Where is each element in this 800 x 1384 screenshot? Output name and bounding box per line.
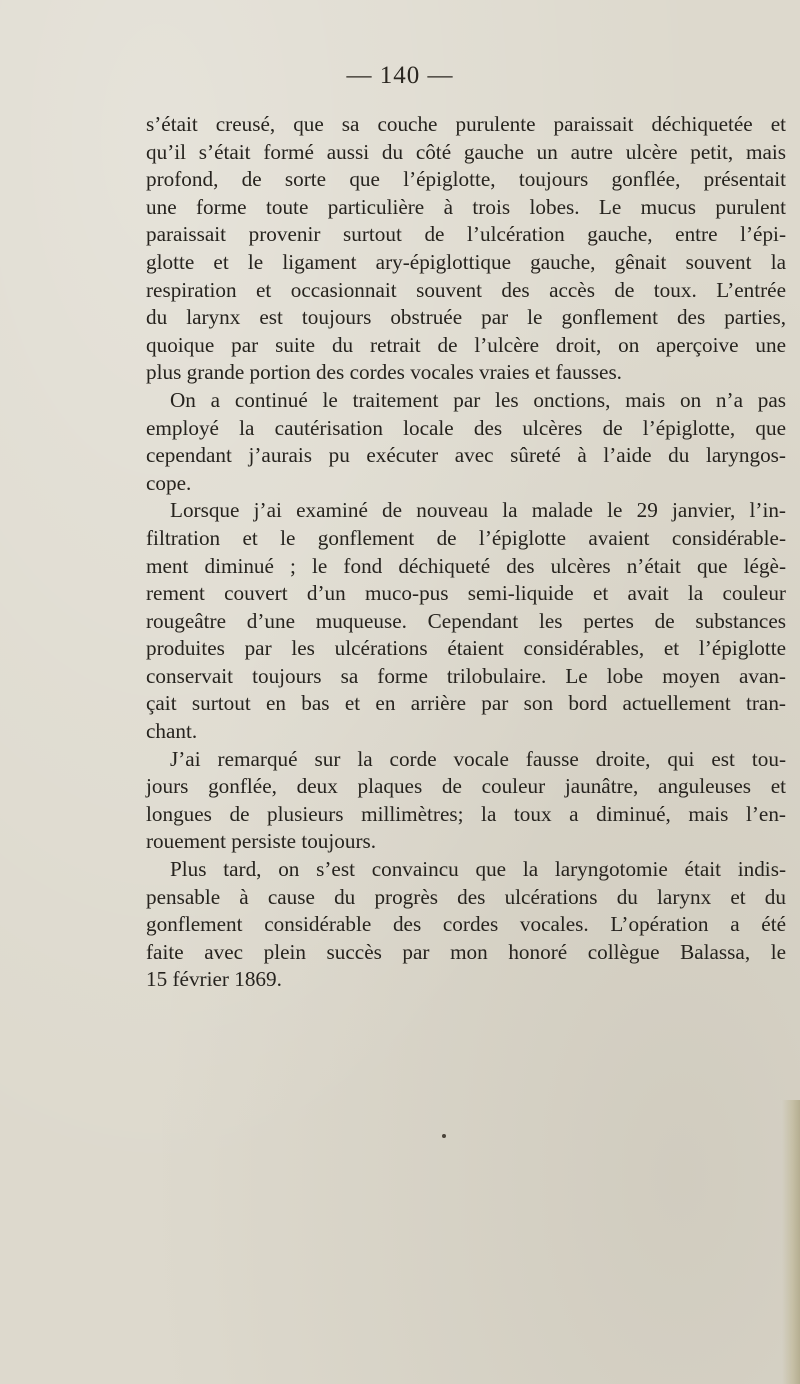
text-line: glotte et le ligament ary-épiglottique gauche, gênait souvent la [146,249,786,274]
text-line: Lorsque j’ai examiné de nouveau la malade le 29 janvier, l’in- [170,498,786,523]
text-line: plus grande portion des cordes vocales vraies et fausses. [146,360,622,385]
text-line: profond, de sorte que l’épiglotte, toujours gonflée, présentait [146,167,786,192]
text-line: du larynx est toujours obstruée par le gonflement des parties, [146,305,786,330]
text-line: jours gonflée, deux plaques de couleur jaunâtre, anguleuses et [146,774,786,799]
text-line: filtration et le gonflement de l’épiglotte avaient considérable- [146,525,786,550]
text-line: paraissait provenir surtout de l’ulcération gauche, entre l’épi- [146,222,786,247]
text-line: rougeâtre d’une muqueuse. Cependant les pertes de substances [146,608,786,633]
text-line: gonflement considérable des cordes vocales. L’opération a été [146,912,786,937]
text-line: respiration et occasionnait souvent des accès de toux. L’entrée [146,277,786,302]
page-number: — 140 — [346,62,454,89]
text-line: longues de plusieurs millimètres; la toux a diminué, mais l’en- [146,801,786,826]
text-line: chant. [146,719,198,744]
text-line: rouement persiste toujours. [146,829,377,854]
page-edge-stain [782,1100,800,1384]
text-line: Plus tard, on s’est convaincu que la laryngotomie était indis- [170,857,786,882]
text-line: produites par les ulcérations étaient considérables, et l’épiglotte [146,636,786,661]
text-line: une forme toute particulière à trois lobes. Le mucus purulent [146,194,786,219]
text-line: quoique par suite du retrait de l’ulcère droit, on aperçoive une [146,332,786,357]
ink-speck [442,1134,446,1138]
text-line: rement couvert d’un muco-pus semi-liquide et avait la couleur [146,581,786,606]
body-text [146,111,786,994]
text-line: faite avec plein succès par mon honoré collègue Balassa, le [146,939,786,964]
text-line: çait surtout en bas et en arrière par son bord actuellement tran- [146,691,786,716]
text-line: On a continué le traitement par les onctions, mais on n’a pas [170,387,786,412]
text-line: cependant j’aurais pu exécuter avec sûreté à l’aide du laryngos- [146,443,786,468]
text-line: 15 février 1869. [146,967,282,992]
text-line: conservait toujours sa forme trilobulaire. Le lobe moyen avan- [146,663,786,688]
text-line: s’était creusé, que sa couche purulente paraissait déchiquetée et [146,112,786,136]
text-line: ment diminué ; le fond déchiqueté des ulcères n’était que légè- [146,553,786,578]
text-line: pensable à cause du progrès des ulcérations du larynx et du [146,884,786,909]
text-line: employé la cautérisation locale des ulcères de l’épiglotte, que [146,415,786,440]
text-line: J’ai remarqué sur la corde vocale fausse droite, qui est tou- [170,746,786,771]
text-line: qu’il s’était formé aussi du côté gauche un autre ulcère petit, mais [146,139,786,164]
text-line: cope. [146,470,192,495]
